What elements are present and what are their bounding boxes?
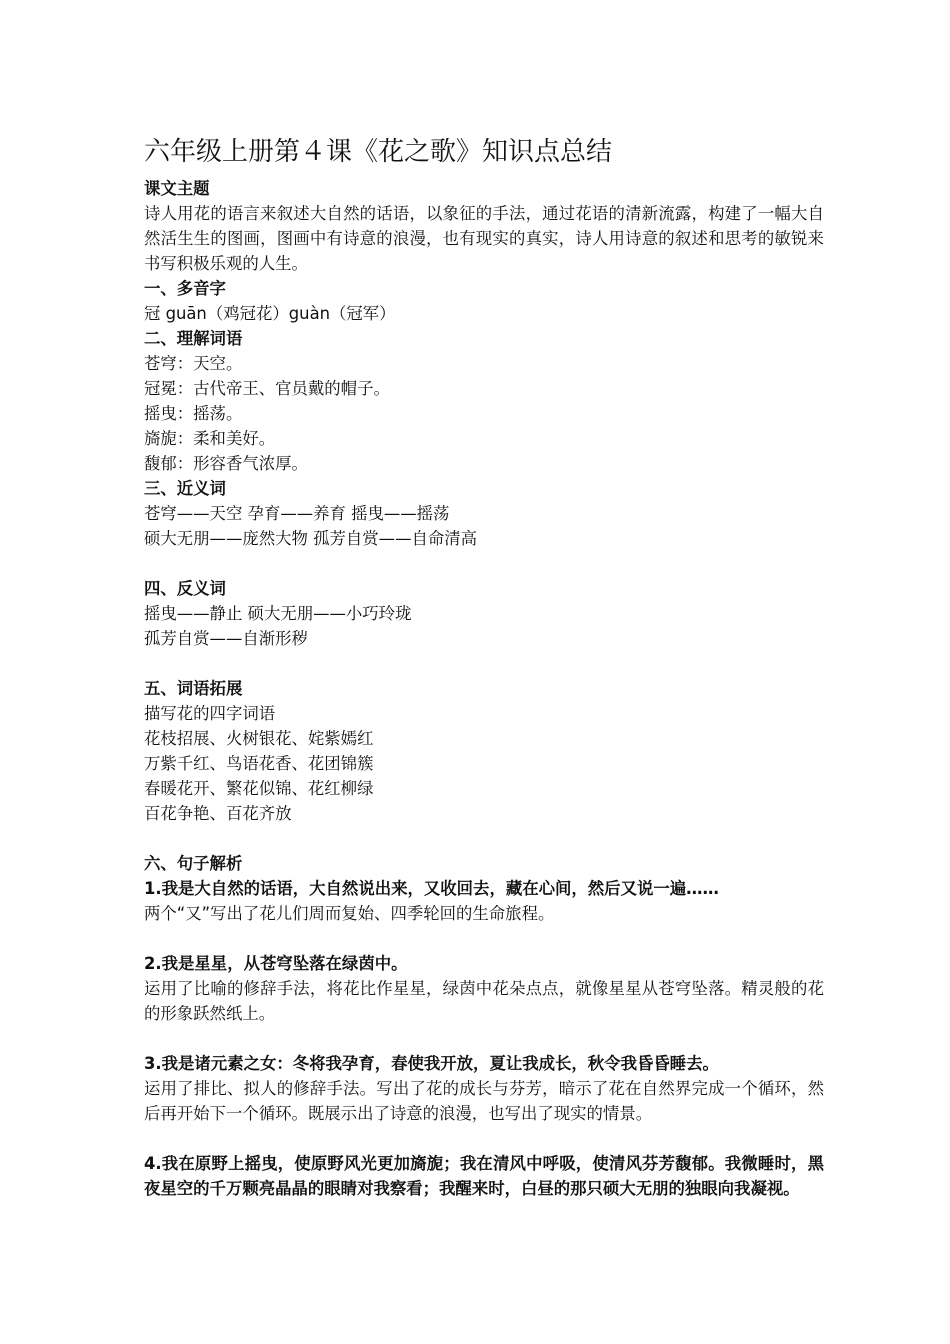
section-analysis xyxy=(144,851,824,1201)
section-heading: 二、理解词语 xyxy=(144,329,243,348)
spacer xyxy=(144,926,824,951)
expansion-line: 百花争艳、百花齐放 xyxy=(144,804,292,823)
section-vocabulary xyxy=(144,326,824,476)
section-heading: 六、句子解析 xyxy=(144,854,243,873)
theme-text: 诗人用花的语言来叙述大自然的话语，以象征的手法，通过花语的清新流露，构建了一幅大自然活生生的图画，图画中有诗意的浪漫，也有现实的真实，诗人用诗意的叙述和思考的敏锐来书写积极乐观的人生。 xyxy=(144,204,824,273)
expansion-line: 描写花的四字词语 xyxy=(144,704,276,723)
spacer xyxy=(144,1026,824,1051)
section-synonyms xyxy=(144,476,824,551)
analysis-sentence: 1.我是大自然的话语，大自然说出来，又收回去，藏在心间，然后又说一遍…… xyxy=(144,879,719,898)
spacer xyxy=(144,651,824,676)
analysis-explanation: 运用了比喻的修辞手法，将花比作星星，绿茵中花朵点点，就像星星从苍穹坠落。精灵般的花的形象跃然纸上。 xyxy=(144,979,824,1023)
analysis-sentence: 4.我在原野上摇曳，使原野风光更加旖旎；我在清风中呼吸，使清风芬芳馥郁。我微睡时，黑夜星空的千万颗亮晶晶的眼睛对我察看；我醒来时，白昼的那只硕大无朋的独眼向我凝视。 xyxy=(144,1154,824,1198)
section-heading: 课文主题 xyxy=(144,179,210,198)
analysis-explanation: 运用了排比、拟人的修辞手法。写出了花的成长与芬芳，暗示了花在自然界完成一个循环，然后再开始下一个循环。既展示出了诗意的浪漫，也写出了现实的情景。 xyxy=(144,1079,824,1123)
section-heading: 三、近义词 xyxy=(144,479,226,498)
spacer xyxy=(144,551,824,576)
section-heading: 一、多音字 xyxy=(144,279,226,298)
synonym-line: 苍穹——天空 孕育——养育 摇曳——摇荡 xyxy=(144,504,450,523)
analysis-sentence: 2.我是星星，从苍穹坠落在绿茵中。 xyxy=(144,954,408,973)
document-title: 六年级上册第４课《花之歌》知识点总结 xyxy=(144,137,613,167)
expansion-line: 春暖花开、繁花似锦、花红柳绿 xyxy=(144,779,374,798)
spacer xyxy=(144,1126,824,1151)
document-page xyxy=(144,130,824,1201)
section-polyphonic xyxy=(144,276,824,326)
analysis-sentence: 3.我是诸元素之女：冬将我孕育，春使我开放，夏让我成长，秋令我昏昏睡去。 xyxy=(144,1054,719,1073)
vocabulary-line: 馥郁：形容香气浓厚。 xyxy=(144,454,308,473)
vocabulary-line: 苍穹：天空。 xyxy=(144,354,243,373)
synonym-line: 硕大无朋——庞然大物 孤芳自赏——自命清高 xyxy=(144,529,478,548)
expansion-line: 花枝招展、火树银花、姹紫嫣红 xyxy=(144,729,374,748)
antonym-line: 摇曳——静止 硕大无朋——小巧玲珑 xyxy=(144,604,412,623)
section-heading: 四、反义词 xyxy=(144,579,226,598)
expansion-line: 万紫千红、鸟语花香、花团锦簇 xyxy=(144,754,374,773)
analysis-explanation: 两个“又”写出了花儿们周而复始、四季轮回的生命旅程。 xyxy=(144,904,555,923)
vocabulary-line: 旖旎：柔和美好。 xyxy=(144,429,276,448)
spacer xyxy=(144,826,824,851)
section-expansion xyxy=(144,676,824,826)
vocabulary-line: 摇曳：摇荡。 xyxy=(144,404,243,423)
section-antonyms xyxy=(144,576,824,651)
antonym-line: 孤芳自赏——自渐形秽 xyxy=(144,629,308,648)
section-heading: 五、词语拓展 xyxy=(144,679,243,698)
polyphonic-line: 冠 guān（鸡冠花）guàn（冠军） xyxy=(144,304,396,323)
section-theme xyxy=(144,176,824,276)
vocabulary-line: 冠冕：古代帝王、官员戴的帽子。 xyxy=(144,379,390,398)
